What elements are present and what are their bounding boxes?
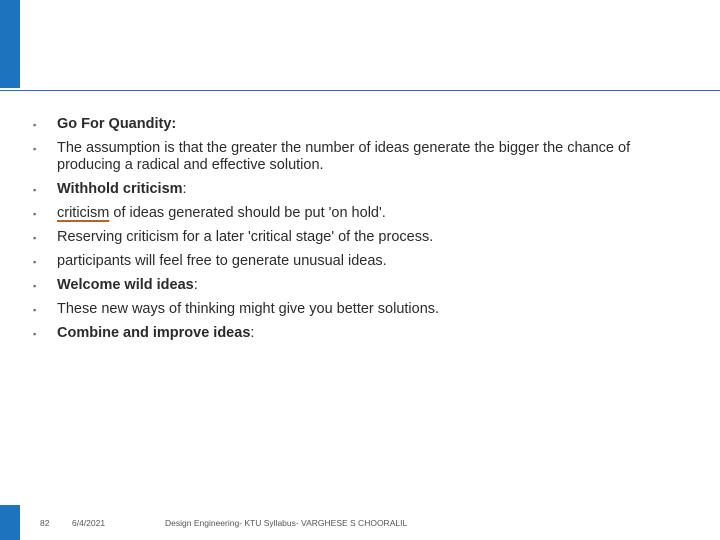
bullet-item [33,140,683,174]
bullet-text: Reserving criticism for a later 'critical stage' of the process. [57,229,434,245]
bullet-marker-icon: ▪ [33,329,37,339]
bullet-marker-icon: ▪ [33,233,37,243]
bullet-marker-icon: ▪ [33,257,37,267]
bullet-marker-icon: ▪ [33,281,37,291]
bullet-item [33,229,683,246]
bullet-text: The assumption is that the greater the number of ideas generate the bigger the chance of producing a radical and effective solution. [57,140,631,173]
bullet-text: These new ways of thinking might give you better solutions. [57,301,440,317]
bullet-marker-icon: ▪ [33,185,37,195]
bullet-item [33,301,683,318]
footer-credit: Design Engineering- KTU Syllabus- VARGHESE S CHOORALIL [165,518,408,528]
bullet-item [33,181,683,198]
accent-bar-top [0,0,20,88]
bullet-marker-icon: ▪ [33,305,37,315]
bullet-item [33,325,683,342]
bullet-suffix: : [182,181,187,197]
bullet-item [33,277,683,294]
accent-bar-bottom [0,505,20,540]
bullet-item [33,116,683,133]
bullet-text: participants will feel free to generate unusual ideas. [57,253,387,269]
bullet-heading: Withhold criticism [57,181,183,197]
bullet-item [33,253,683,270]
bullet-item [33,205,683,222]
bullet-suffix: : [250,325,255,341]
bullet-suffix: of ideas generated should be put 'on hold'. [109,205,386,221]
bullet-marker-icon: ▪ [33,209,37,219]
accent-divider [0,90,720,91]
bullet-suffix: : [193,277,198,293]
page-number: 82 [40,518,50,528]
bullet-marker-icon: ▪ [33,144,37,154]
footer-date: 6/4/2021 [72,518,106,528]
bullet-heading: Combine and improve ideas [57,325,251,341]
bullet-marker-icon: ▪ [33,120,37,130]
bullet-text: Go For Quandity: [57,116,177,132]
underlined-word: criticism [57,205,110,221]
bullet-list [33,116,683,342]
bullet-heading: Welcome wild ideas [57,277,194,293]
